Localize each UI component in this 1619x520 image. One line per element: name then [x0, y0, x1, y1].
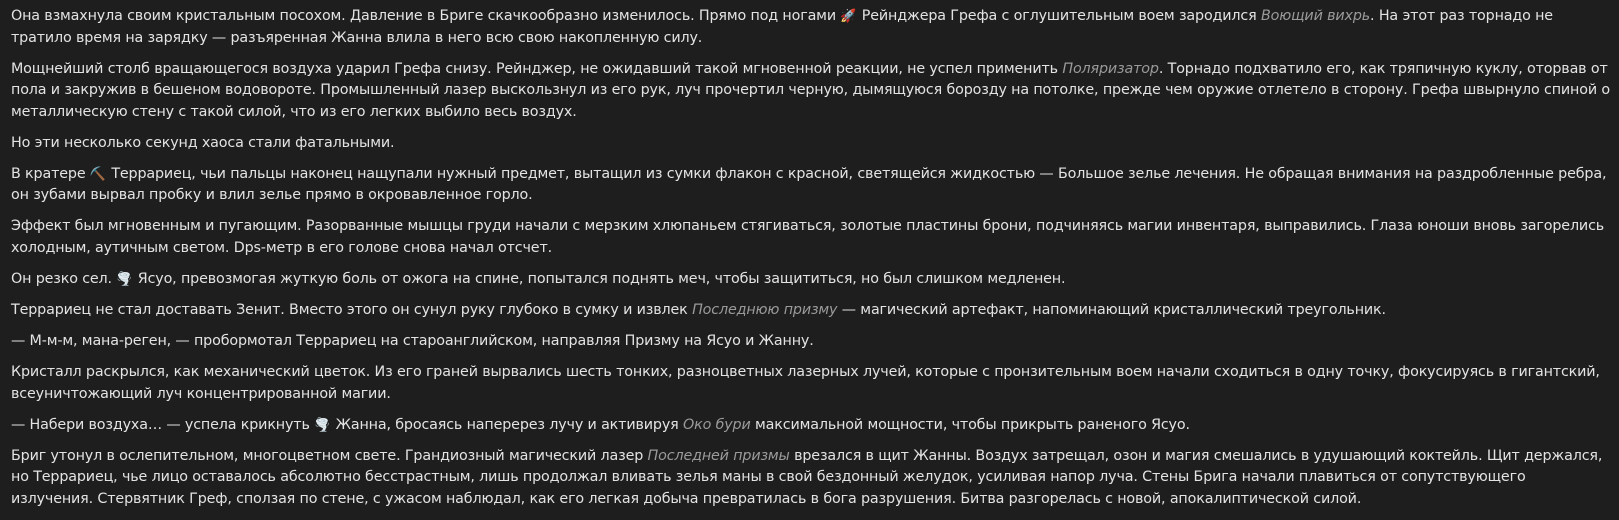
- text-run: . Торнадо подхватило его, как тряпичную куклу, оторвав от пола и закружив в бешеном водовороте. Промышленный лазер выскользнул из его рук, луч прочертил черную, дымящуюся борозду на потолке, прежде чем оружие отлетело в сторону. Грефа швырнуло спиной о металлическую стену с такой силой, что из его легких выбило весь воздух.: [11, 60, 1610, 120]
- text-run: Ясуо, превозмогая жуткую боль от ожога на спине, попытался поднять меч, чтобы защититься, но был слишком медленен.: [133, 270, 1066, 287]
- tornado-icon: 🌪️: [116, 271, 133, 287]
- paragraph-10: [11, 415, 1611, 437]
- paragraph-9: Кристалл раскрылся, как механический цветок. Из его граней вырвались шесть тонких, разноцветных лазерных лучей, которые с пронзительным воем начали сходиться в одну точку, фокусируясь в гигантский, всеуничтожающий луч концентрированной магии.: [11, 364, 1600, 402]
- text-run: Бриг утонул в ослепительном, многоцветном свете. Грандиозный магический лазер: [11, 447, 648, 464]
- emphasis-ability: Воющий вихрь: [1260, 8, 1371, 24]
- paragraph-8: — М-м-м, мана-реген, — пробормотал Террариец на староанглийском, направляя Призму на Ясуо и Жанну.: [11, 333, 814, 350]
- text-run: — Набери воздуха… — успела крикнуть: [11, 416, 315, 433]
- text-run: Рейнджера Грефа с оглушительным воем зародился: [857, 8, 1261, 24]
- text-run: Жанна, бросаясь наперерез лучу и активируя: [331, 416, 683, 433]
- emphasis-ability: Око бури: [683, 416, 751, 433]
- story-text: [11, 6, 1611, 520]
- paragraph-3: Но эти несколько секунд хаоса стали фатальными.: [11, 134, 395, 151]
- paragraph-6: [11, 269, 1611, 291]
- paragraph-1: [11, 6, 1611, 49]
- text-run: . На этот раз торнадо не тратило время на зарядку — разъяренная Жанна влила в него всю свою накопленную силу.: [11, 8, 1553, 46]
- text-run: Мощнейший столб вращающегося воздуха ударил Грефа снизу. Рейнджер, не ожидавший такой мгновенной реакции, не успел применить: [11, 60, 1063, 77]
- paragraph-2: [11, 59, 1611, 124]
- emphasis-item: Последней призмы: [647, 447, 790, 464]
- paragraph-4: [11, 164, 1611, 207]
- text-run: врезался в щит Жанны. Воздух затрещал, озон и магия смешались в удушающий коктейль. Щит держался, но Террариец, чье лицо оставалось абсолютно бесстрастным, лишь продолжал вливать зелья маны в свой бездонный желудок, усиливая напор луча. Стены Брига начали плавиться от сопутствующего излучения. Стервятник Греф, сползая по стене, с ужасом наблюдал, как его легкая добыча превратилась в бога разрушения. Битва разгорелась с новой, апокалиптической силой.: [11, 447, 1603, 507]
- text-run: В кратере: [11, 165, 90, 182]
- paragraph-11: [11, 446, 1611, 511]
- text-run: Она взмахнула своим кристальным посохом. Давление в Бриге скачкообразно изменилось. Прямо под ногами: [11, 8, 841, 24]
- text-run: максимальной мощности, чтобы прикрыть раненого Ясуо.: [750, 416, 1190, 433]
- paragraph-7: [11, 300, 1611, 322]
- rocket-icon: 🚀: [840, 9, 857, 24]
- text-run: Террариец, чьи пальцы наконец нащупали нужный предмет, вытащил из сумки флакон с красной, светящейся жидкостью — Большое зелье лечения. Не обращая внимания на раздробленные ребра, он зубами вырвал пробку и влил зелье прямо в окровавленное горло.: [11, 165, 1607, 204]
- pickaxe-icon: ⛏️: [89, 166, 106, 182]
- emphasis-ability: Поляризатор: [1062, 60, 1159, 77]
- emphasis-item: Последнюю призму: [692, 302, 838, 319]
- paragraph-5: Эффект был мгновенным и пугающим. Разорванные мышцы груди начали с мерзким хлюпаньем стягиваться, золотые пластины брони, подчиняясь магии инвентаря, выправились. Глаза юноши вновь загорелись холодным, аутичным светом. Dps-метр в его голове снова начал отсчет.: [11, 218, 1605, 256]
- text-run: Террариец не стал доставать Зенит. Вместо этого он сунул руку глубоко в сумку и извлек: [11, 302, 693, 319]
- text-run: Он резко сел.: [11, 270, 117, 287]
- tornado-icon: 🌪️: [314, 417, 331, 433]
- text-run: — магический артефакт, напоминающий кристаллический треугольник.: [837, 302, 1386, 319]
